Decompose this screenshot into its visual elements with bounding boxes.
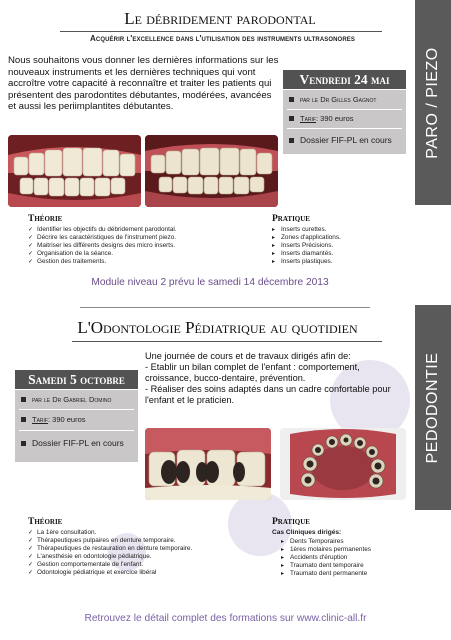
list-item: ✓ Identifier les objectifs du débridement parodontal. — [28, 226, 248, 234]
section2-practice-list — [281, 538, 411, 578]
module-note: Module niveau 2 prévu le samedi 14 décembre 2013 — [91, 277, 329, 288]
info-tarif: Tarif : 390 euros — [289, 114, 354, 123]
section2-practice-subtitle: Cas Cliniques dirigés: — [272, 529, 342, 536]
list-item: ✓ Décrire les caractéristiques de l'instrument piezo. — [28, 234, 248, 242]
list-item: ▸ Traumato dent temporaire — [281, 562, 411, 570]
section1-info-box — [283, 90, 406, 154]
info-dossier: Dossier FIF-PL en cours — [289, 135, 392, 145]
section2-date-box: Samedi 5 octobre — [15, 370, 138, 389]
clinical-photo-gums-1 — [8, 135, 141, 207]
section2-title: L'Odontologie Pédiatrique au quotidien — [77, 318, 358, 337]
info-divider — [287, 128, 402, 129]
bullet-square — [21, 397, 26, 402]
list-item: ▸ Inserts diamantés. — [272, 250, 402, 258]
clinical-photo-child-teeth — [145, 428, 271, 500]
info-divider — [287, 109, 402, 110]
info-instructor: par le Dr Gilles Gagnot — [289, 95, 376, 104]
list-item: ✓ Gestion comportementale de l'enfant. — [28, 561, 248, 569]
bullet-square — [289, 138, 294, 143]
bullet-square — [21, 417, 26, 422]
list-item: ✓ Thérapeutiques de restauration en denture temporaire. — [28, 545, 248, 553]
list-item: ▸ Inserts plastiques. — [272, 258, 402, 266]
intro-line: Une journée de cours et de travaux dirigés afin de: — [145, 351, 351, 361]
section2-practice-title: Pratique — [272, 517, 310, 527]
list-item: ▸ 1ères molaires permanentes — [281, 546, 411, 554]
list-item: ✓ L'anesthésie en odontologie pédiatrique. — [28, 553, 248, 561]
list-item: ▸ Zones d'applications. — [272, 234, 402, 242]
info-instructor: par le Dr Gabriel Domino — [21, 395, 111, 404]
section1-theory-list — [28, 226, 248, 266]
side-band-paro-piezo — [415, 0, 451, 205]
side-band-pedodontie — [415, 305, 451, 510]
intro-line: - Etablir un bilan complet de l'enfant : comportement, croissance, bucco-dentaire, prévention. — [145, 362, 360, 383]
teeth-illustration — [280, 428, 406, 500]
list-item: ✓ Thérapeutiques pulpaires en denture temporaire. — [28, 537, 248, 545]
side-label: PEDODONTIE — [424, 352, 441, 463]
list-item: ▸ Dents Temporaires — [281, 538, 411, 546]
bullet-square — [289, 97, 294, 102]
section2-theory-list — [28, 529, 248, 578]
list-item: ✓ Maitriser les différents designs des micro inserts. — [28, 242, 248, 250]
list-item: ▸ Inserts Précisions. — [272, 242, 402, 250]
side-label: PARO / PIEZO — [424, 46, 441, 159]
list-item: ▸ Traumato dent permanente — [281, 570, 411, 578]
section1-subtitle: Acquérir l'excellence dans l'utilisation des instruments ultrasonores — [90, 34, 355, 43]
section1-practice-list — [272, 226, 402, 266]
list-item: ▸ Accidents d'éruption — [281, 554, 411, 562]
section1-practice-title: Pratique — [272, 214, 310, 224]
clinical-photo-occlusal — [280, 428, 406, 500]
section2-title-rule — [72, 341, 382, 342]
list-item: ▸ Inserts curettes. — [272, 226, 402, 234]
section-divider — [80, 307, 370, 308]
list-item: ✓ Gestion des traitements. — [28, 258, 248, 266]
list-item: ✓ Odontologie pédiatrique et exercice libéral — [28, 569, 248, 577]
teeth-illustration — [8, 135, 141, 207]
section2-theory-title: Théorie — [28, 517, 63, 527]
footer-link[interactable]: Retrouvez le détail complet des formations sur www.clinic-all.fr — [84, 613, 367, 624]
bullet-square — [289, 116, 294, 121]
section1-intro: Nous souhaitons vous donner les dernières informations sur les nouveaux instruments et les dernières techniques qui vont accroître votre capacité à reconnaître et traiter les patients qui présentent des parodontites débutantes, modérées, avancées et aussi les periimplantites débutantes. — [8, 55, 279, 112]
section2-intro — [145, 351, 407, 406]
info-dossier: Dossier FIF-PL en cours — [21, 438, 124, 448]
list-item: ✓ Organisation de la séance. — [28, 250, 248, 258]
section1-theory-title: Théorie — [28, 214, 63, 224]
teeth-illustration — [145, 428, 271, 500]
info-tarif: Tarif : 390 euros — [21, 415, 86, 424]
info-divider — [19, 430, 134, 431]
list-item: ✓ La 1ère consultation. — [28, 529, 248, 537]
section1-title: Le débridement parodontal — [124, 9, 316, 28]
section2-info-box — [15, 390, 138, 462]
bullet-square — [21, 441, 26, 446]
clinical-photo-gums-2 — [145, 135, 278, 207]
section1-date-box: Vendredi 24 mai — [283, 70, 406, 89]
section1-title-rule — [60, 31, 382, 32]
info-divider — [19, 409, 134, 410]
teeth-illustration — [145, 135, 278, 207]
intro-line: - Réaliser des soins adaptés dans un cadre confortable pour l'enfant et le praticien. — [145, 384, 391, 405]
